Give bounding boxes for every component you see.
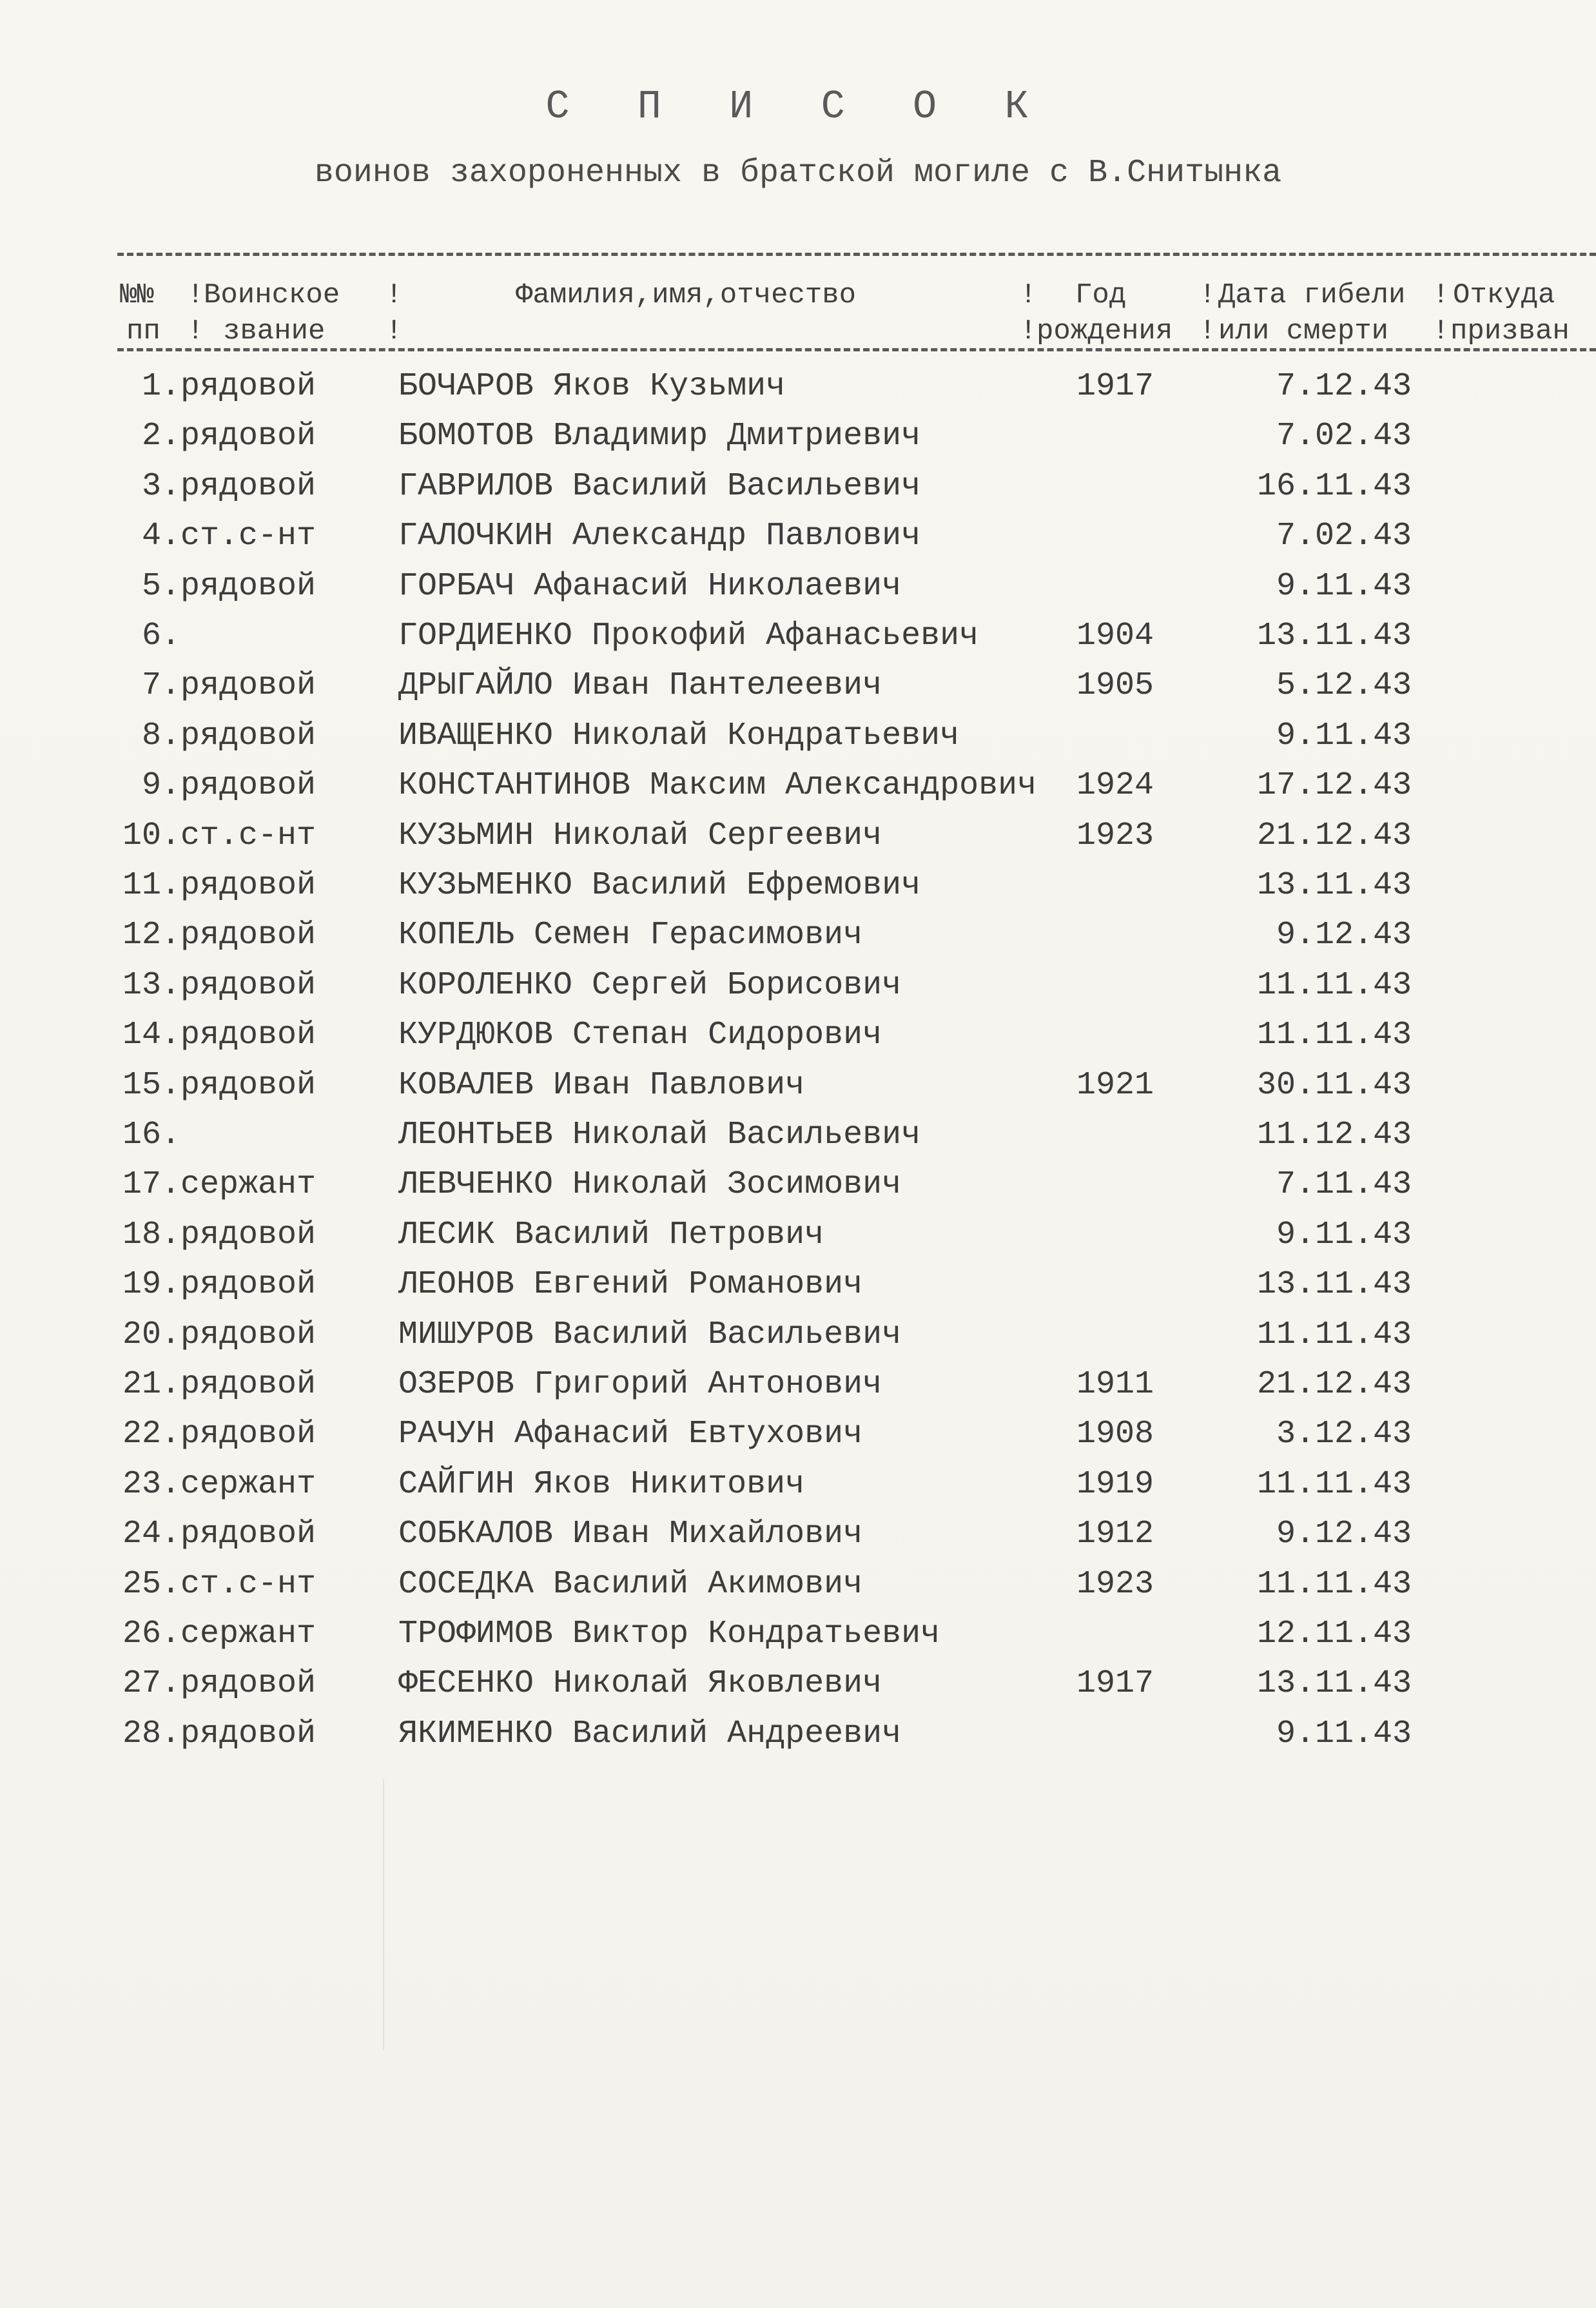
table-row <box>0 1111 1596 1160</box>
row-number: 4. <box>141 518 180 555</box>
row-number: 22. <box>122 1416 180 1453</box>
row-death-date: 16.11.43 <box>1256 467 1412 505</box>
row-birth-year: 1904 <box>1076 618 1154 654</box>
row-name: КОВАЛЕВ Иван Павлович <box>398 1066 805 1104</box>
header-year-line1: Год <box>1075 279 1127 311</box>
row-death-date: 13.11.43 <box>1256 618 1412 654</box>
row-death-date: 7.02.43 <box>1276 518 1412 555</box>
row-name: КУРДЮКОВ Степан Сидорович <box>398 1017 882 1054</box>
row-name: КОНСТАНТИНОВ Максим Александрович <box>398 767 1037 805</box>
row-number: 10. <box>122 817 180 854</box>
row-birth-year: 1919 <box>1076 1465 1154 1503</box>
row-name: ТРОФИМОВ Виктор Кондратьевич <box>398 1616 940 1652</box>
row-name: ГАВРИЛОВ Василий Васильевич <box>398 467 921 505</box>
document-subtitle: воинов захороненных в братской могиле с В.Снитынка <box>314 155 1282 191</box>
row-name: БОЧАРОВ Яков Кузьмич <box>398 368 786 405</box>
row-rank: рядовой <box>180 767 316 805</box>
row-death-date: 13.11.43 <box>1256 867 1412 904</box>
row-name: ЛЕОНТЬЕВ Николай Васильевич <box>398 1117 921 1153</box>
table-row <box>0 512 1596 561</box>
header-date-line2: или смерти <box>1218 315 1389 347</box>
row-rank: рядовой <box>180 1066 316 1104</box>
row-number: 9. <box>141 767 180 805</box>
header-separator: ! ! <box>1020 279 1037 347</box>
row-rank: рядовой <box>180 1017 316 1054</box>
row-number: 17. <box>122 1166 180 1204</box>
row-rank: ст.с-нт <box>180 1565 316 1603</box>
paper-crease <box>383 1779 384 2050</box>
row-death-date: 7.12.43 <box>1276 368 1412 405</box>
row-death-date: 7.02.43 <box>1276 418 1412 455</box>
table-row <box>0 612 1596 661</box>
row-death-date: 11.11.43 <box>1256 1465 1412 1503</box>
row-number: 23. <box>122 1465 180 1503</box>
header-year-line2: рождения <box>1036 315 1173 347</box>
row-death-date: 7.11.43 <box>1276 1166 1412 1204</box>
row-number: 7. <box>141 667 180 705</box>
row-birth-year: 1921 <box>1076 1066 1154 1104</box>
row-name: ЛЕВЧЕНКО Николай Зосимович <box>398 1166 902 1204</box>
header-rank-line2: звание <box>223 315 326 347</box>
row-rank: рядовой <box>180 368 316 405</box>
row-rank: рядовой <box>180 1266 316 1304</box>
row-birth-year: 1923 <box>1076 1565 1154 1603</box>
row-death-date: 30.11.43 <box>1256 1066 1412 1104</box>
row-name: ФЕСЕНКО Николай Яковлевич <box>398 1665 882 1703</box>
table-row <box>0 861 1596 910</box>
table-row <box>0 1710 1596 1759</box>
row-rank: рядовой <box>180 1665 316 1703</box>
row-rank: рядовой <box>180 1715 316 1752</box>
row-rank: сержант <box>180 1166 316 1204</box>
row-birth-year: 1908 <box>1076 1416 1154 1453</box>
table-row <box>0 911 1596 960</box>
row-number: 27. <box>122 1665 180 1703</box>
row-death-date: 9.11.43 <box>1276 717 1412 754</box>
row-birth-year: 1924 <box>1076 767 1154 805</box>
row-death-date: 9.11.43 <box>1276 1715 1412 1752</box>
row-death-date: 3.12.43 <box>1276 1416 1412 1453</box>
row-death-date: 13.11.43 <box>1256 1266 1412 1304</box>
row-rank: ст.с-нт <box>180 817 316 854</box>
row-rank: рядовой <box>180 467 316 505</box>
row-death-date: 12.11.43 <box>1256 1616 1412 1652</box>
header-top-rule <box>117 253 1596 256</box>
row-number: 13. <box>122 966 180 1004</box>
row-name: ЯКИМЕНКО Василий Андреевич <box>398 1715 902 1752</box>
table-row <box>0 1211 1596 1260</box>
row-name: КОРОЛЕНКО Сергей Борисович <box>398 966 902 1004</box>
header-separator: ! ! <box>1432 279 1450 347</box>
table-row <box>0 1460 1596 1509</box>
row-rank: рядовой <box>180 966 316 1004</box>
row-number: 5. <box>141 567 180 605</box>
header-name: Фамилия,имя,отчество <box>516 279 857 311</box>
row-number: 25. <box>122 1565 180 1603</box>
row-birth-year: 1917 <box>1076 1665 1154 1703</box>
row-rank: рядовой <box>180 867 316 904</box>
row-rank: рядовой <box>180 1316 316 1353</box>
row-rank: рядовой <box>180 1516 316 1553</box>
row-number: 18. <box>122 1216 180 1253</box>
row-death-date: 9.11.43 <box>1276 567 1412 605</box>
table-row <box>0 1659 1596 1708</box>
table-row <box>0 712 1596 761</box>
header-rank-line1: Воинское <box>204 279 340 311</box>
row-death-date: 11.11.43 <box>1256 1316 1412 1353</box>
row-number: 26. <box>122 1616 180 1652</box>
header-origin-line1: Откуда <box>1453 279 1555 311</box>
row-number: 12. <box>122 917 180 954</box>
row-number: 20. <box>122 1316 180 1353</box>
row-death-date: 9.12.43 <box>1276 1516 1412 1553</box>
row-number: 16. <box>122 1117 180 1153</box>
table-row <box>0 661 1596 710</box>
row-name: ГАЛОЧКИН Александр Павлович <box>398 518 921 555</box>
table-row <box>0 961 1596 1010</box>
header-separator: ! ! <box>385 279 403 347</box>
table-row <box>0 362 1596 411</box>
row-name: БОМОТОВ Владимир Дмитриевич <box>398 418 921 455</box>
row-name: ИВАЩЕНКО Николай Кондратьевич <box>398 717 960 754</box>
table-row <box>0 1410 1596 1459</box>
row-number: 14. <box>122 1017 180 1054</box>
header-bottom-rule <box>117 348 1596 351</box>
row-number: 24. <box>122 1516 180 1553</box>
row-number: 6. <box>141 618 180 654</box>
row-death-date: 13.11.43 <box>1256 1665 1412 1703</box>
table-row <box>0 1160 1596 1209</box>
row-rank: сержант <box>180 1465 316 1503</box>
row-rank: рядовой <box>180 567 316 605</box>
row-death-date: 11.11.43 <box>1256 1017 1412 1054</box>
row-name: КОПЕЛЬ Семен Герасимович <box>398 917 863 954</box>
row-death-date: 21.12.43 <box>1256 1366 1412 1403</box>
row-number: 28. <box>122 1715 180 1752</box>
row-name: РАЧУН Афанасий Евтухович <box>398 1416 863 1453</box>
row-death-date: 9.11.43 <box>1276 1216 1412 1253</box>
row-death-date: 5.12.43 <box>1276 667 1412 705</box>
row-number: 2. <box>141 418 180 455</box>
row-number: 11. <box>122 867 180 904</box>
header-separator: ! ! <box>187 279 204 347</box>
row-birth-year: 1911 <box>1076 1366 1154 1403</box>
row-rank: рядовой <box>180 667 316 705</box>
table-row <box>0 1311 1596 1360</box>
table-row <box>0 1510 1596 1559</box>
row-number: 19. <box>122 1266 180 1304</box>
header-num-line2: пп <box>126 315 161 347</box>
row-number: 21. <box>122 1366 180 1403</box>
header-separator: ! ! <box>1199 279 1216 347</box>
row-birth-year: 1905 <box>1076 667 1154 705</box>
row-name: СОБКАЛОВ Иван Михайлович <box>398 1516 863 1553</box>
table-row <box>0 1260 1596 1309</box>
row-death-date: 17.12.43 <box>1256 767 1412 805</box>
header-num-line1: №№ <box>120 279 154 311</box>
table-row <box>0 761 1596 810</box>
row-rank: рядовой <box>180 1366 316 1403</box>
table-row <box>0 1610 1596 1659</box>
row-birth-year: 1917 <box>1076 368 1154 405</box>
table-row <box>0 1360 1596 1409</box>
row-number: 8. <box>141 717 180 754</box>
row-rank: сержант <box>180 1616 316 1652</box>
header-date-line1: Дата гибели <box>1218 279 1406 311</box>
row-death-date: 11.12.43 <box>1256 1117 1412 1153</box>
row-name: ГОРБАЧ Афанасий Николаевич <box>398 567 902 605</box>
row-name: КУЗЬМЕНКО Василий Ефремович <box>398 867 921 904</box>
row-name: МИШУРОВ Василий Васильевич <box>398 1316 902 1353</box>
table-row <box>0 462 1596 511</box>
row-name: САЙГИН Яков Никитович <box>398 1465 805 1503</box>
row-death-date: 9.12.43 <box>1276 917 1412 954</box>
table-row <box>0 812 1596 861</box>
table-row <box>0 412 1596 461</box>
row-name: КУЗЬМИН Николай Сергеевич <box>398 817 882 854</box>
row-death-date: 11.11.43 <box>1256 1565 1412 1603</box>
row-name: ОЗЕРОВ Григорий Антонович <box>398 1366 882 1403</box>
row-rank: рядовой <box>180 717 316 754</box>
row-name: СОСЕДКА Василий Акимович <box>398 1565 863 1603</box>
document-title: С П И С О К <box>545 84 1051 130</box>
table-row <box>0 1560 1596 1609</box>
row-rank: ст.с-нт <box>180 518 316 555</box>
row-name: ГОРДИЕНКО Прокофий Афанасьевич <box>398 618 979 654</box>
row-death-date: 21.12.43 <box>1256 817 1412 854</box>
table-row <box>0 562 1596 611</box>
row-rank: рядовой <box>180 418 316 455</box>
row-number: 15. <box>122 1066 180 1104</box>
row-rank: рядовой <box>180 1416 316 1453</box>
table-row <box>0 1011 1596 1060</box>
table-row <box>0 1061 1596 1110</box>
row-rank: рядовой <box>180 1216 316 1253</box>
row-name: ДРЫГАЙЛО Иван Пантелеевич <box>398 667 882 705</box>
row-death-date: 11.11.43 <box>1256 966 1412 1004</box>
row-number: 1. <box>141 368 180 405</box>
row-birth-year: 1912 <box>1076 1516 1154 1553</box>
row-rank: рядовой <box>180 917 316 954</box>
row-birth-year: 1923 <box>1076 817 1154 854</box>
row-name: ЛЕСИК Василий Петрович <box>398 1216 824 1253</box>
row-name: ЛЕОНОВ Евгений Романович <box>398 1266 863 1304</box>
row-number: 3. <box>141 467 180 505</box>
header-origin-line2: призван <box>1450 315 1570 347</box>
